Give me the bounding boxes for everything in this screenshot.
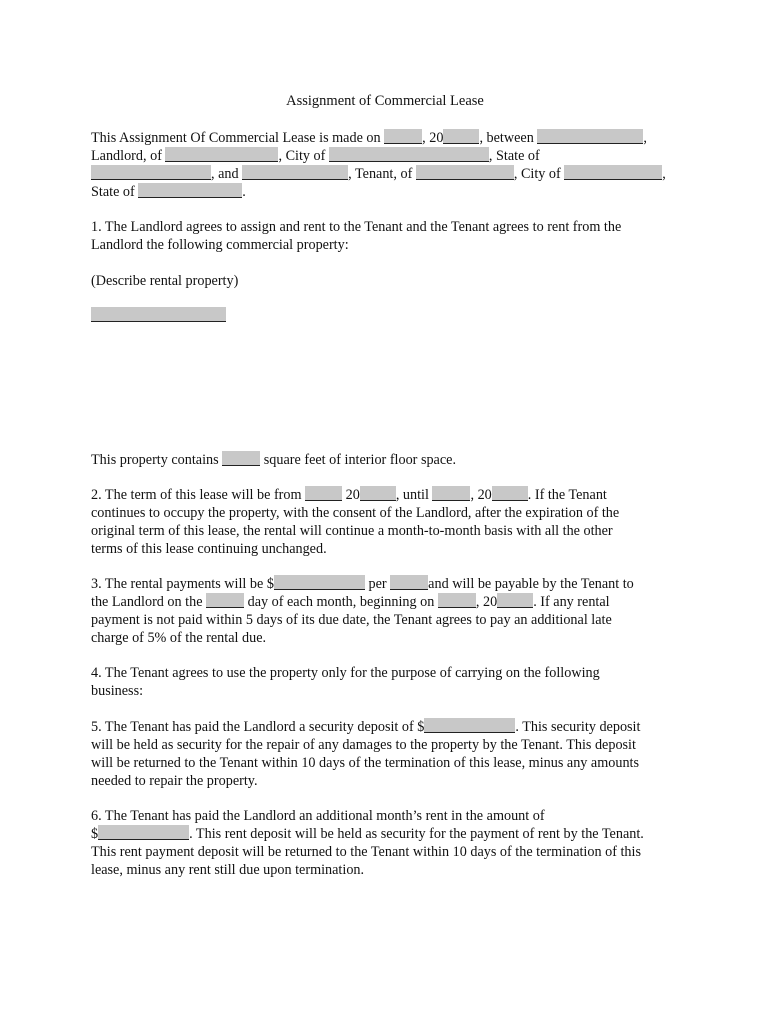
rent-start-field[interactable] bbox=[438, 593, 476, 608]
rent-period-field[interactable] bbox=[390, 575, 428, 590]
tenant-state-field[interactable] bbox=[138, 183, 242, 198]
document-title: Assignment of Commercial Lease bbox=[286, 93, 484, 109]
clause-3: 3. The rental payments will be $ per and will be payable by the Tenant to the Landlord on the day of each month, beginning on , 20 . If any rental payment is not paid within 5 days of its due date, the Tenant agrees to pay an additional late charge of 5% of the rental due. bbox=[91, 576, 634, 646]
tenant-name-field[interactable] bbox=[242, 165, 348, 180]
clause-1: 1. The Landlord agrees to assign and rent to the Tenant and the Tenant agrees to rent from the Landlord the following commercial property: bbox=[91, 219, 622, 253]
rent-amount-field[interactable] bbox=[274, 575, 365, 590]
rent-start-year-field[interactable] bbox=[497, 593, 533, 608]
square-feet-field[interactable] bbox=[222, 451, 260, 466]
landlord-name-field[interactable] bbox=[537, 129, 643, 144]
rent-deposit-field[interactable] bbox=[98, 825, 189, 840]
clause-5: 5. The Tenant has paid the Landlord a security deposit of $ . This security deposit will be held as security for the repair of any damages to the property by the Tenant. This deposit will be returned to the Tenant within 10 days of the termination of this lease, minus any amounts needed to repair the property. bbox=[91, 719, 641, 789]
landlord-state-field[interactable] bbox=[91, 165, 211, 180]
describe-property-label: (Describe rental property) bbox=[91, 273, 239, 289]
security-deposit-field[interactable] bbox=[424, 718, 515, 733]
term-start-field[interactable] bbox=[305, 486, 342, 501]
clause-2: 2. The term of this lease will be from 20 , until , 20 . If the Tenant continues to occupy the property, with the consent of the Landlord, after the expiration of the original term of this lease, the rental will continue a month-to-month basis with all the other terms of this lease continuing unchanged. bbox=[91, 487, 620, 557]
property-description-field[interactable] bbox=[91, 307, 226, 322]
property-description-area bbox=[91, 307, 691, 325]
date-day-field[interactable] bbox=[384, 129, 422, 144]
landlord-address-field[interactable] bbox=[165, 147, 278, 162]
tenant-city-field[interactable] bbox=[564, 165, 662, 180]
clause-4: 4. The Tenant agrees to use the property only for the purpose of carrying on the following business: bbox=[91, 665, 600, 699]
date-year-field[interactable] bbox=[443, 129, 479, 144]
property-size-line: This property contains square feet of interior floor space. bbox=[91, 452, 456, 468]
intro-paragraph: This Assignment Of Commercial Lease is made on , 20 , between , Landlord, of , City of , State of , and , Tenant, of , City of , State of . bbox=[91, 130, 666, 200]
term-end-field[interactable] bbox=[432, 486, 470, 501]
term-end-year-field[interactable] bbox=[492, 486, 528, 501]
rent-day-field[interactable] bbox=[206, 593, 244, 608]
tenant-address-field[interactable] bbox=[416, 165, 514, 180]
landlord-city-field[interactable] bbox=[329, 147, 489, 162]
clause-6: 6. The Tenant has paid the Landlord an additional month’s rent in the amount of $ . This rent deposit will be held as security for the payment of rent by the Tenant. This rent payment deposit will be returned to the Tenant within 10 days of the termination of this lease, minus any rent still due upon termination. bbox=[91, 808, 644, 878]
term-start-year-field[interactable] bbox=[360, 486, 396, 501]
